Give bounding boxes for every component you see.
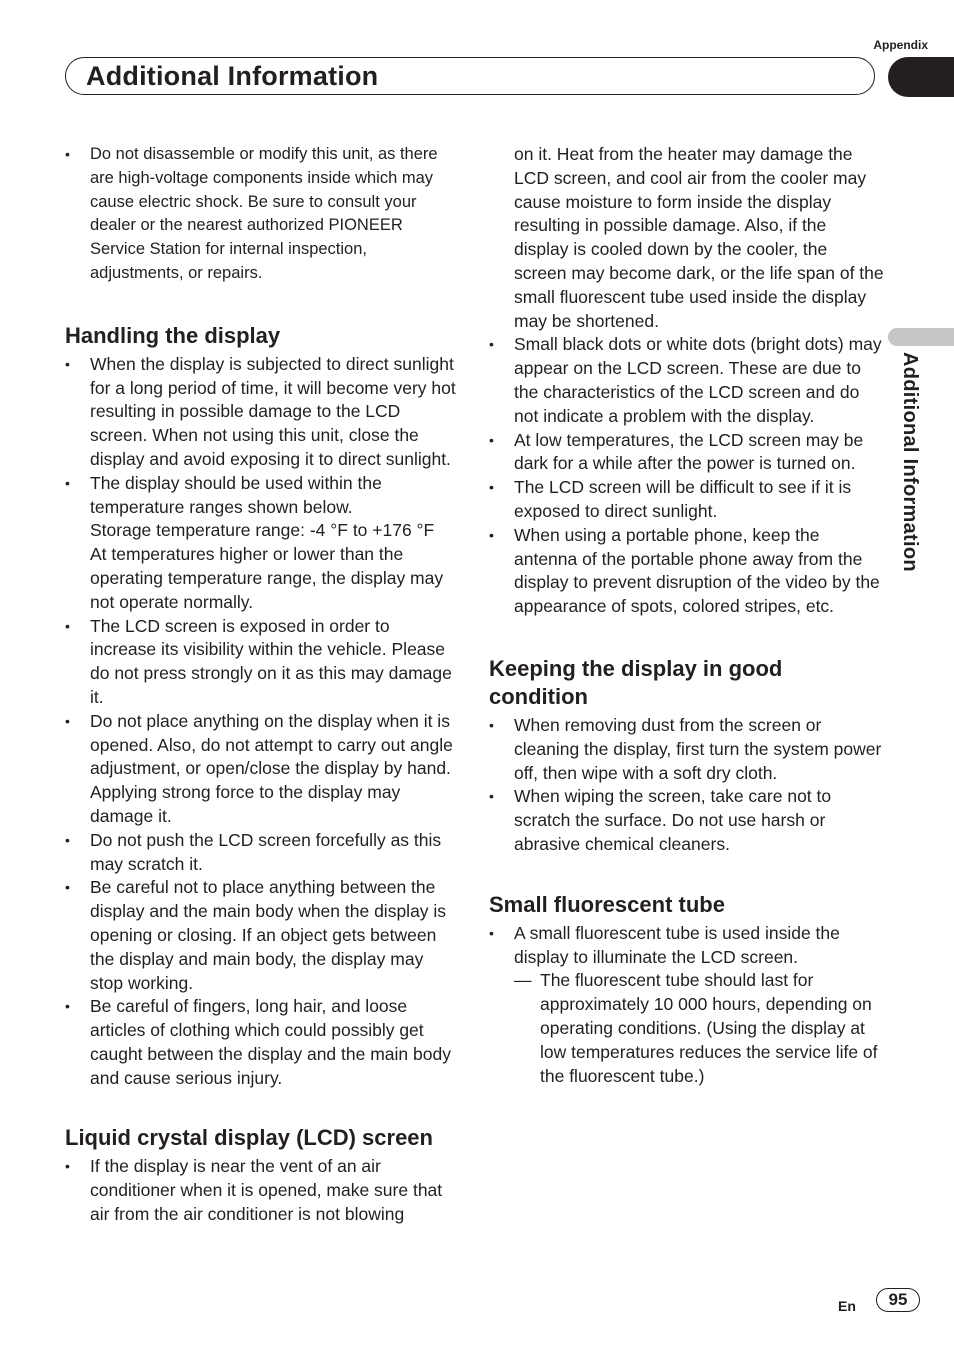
keeping-list [489, 714, 884, 857]
appendix-label: Appendix [873, 38, 928, 52]
language-code: En [838, 1298, 856, 1314]
heading-handling-display: Handling the display [65, 322, 281, 348]
side-section-label: Additional Information [899, 352, 921, 572]
list-item: • Be careful of fingers, long hair, and loose articles of clothing which could possibly get caught between the display and the main body and cause serious injury. [65, 996, 451, 1088]
list-item: • When the display is subjected to direct sunlight for a long period of time, it will become very hot resulting in possible damage to the LCD screen. When not using this unit, close the display and avoid exposing it to direct sunlight. [65, 353, 456, 469]
list-item: • At low temperatures, the LCD screen may be dark for a while after the power is turned on. [489, 429, 864, 474]
list-item: • When wiping the screen, take care not to scratch the surface. Do not use harsh or abrasive chemical cleaners. [489, 786, 832, 854]
storage-range-text: Storage temperature range: -4 °F to +176 °F [90, 520, 435, 541]
intro-list [65, 143, 460, 286]
list-item: • The display should be used within the temperature ranges shown below. Storage temperature range: -4 °F to +176 °F At temperatures higher or lower than the operating temperature range, the display may not operate normally. [65, 472, 460, 615]
right-column [489, 143, 884, 1088]
heading-fluorescent-tube: Small fluorescent tube [489, 891, 725, 917]
list-item: • Do not disassemble or modify this unit, as there are high-voltage components inside which may cause electric shock. Be sure to consult your dealer or the nearest authorized PIONEER Service Station for internal inspection, adjustments, or repairs. [65, 145, 438, 282]
section-tab-marker [888, 57, 954, 97]
handling-list [65, 353, 460, 1091]
list-item: • The LCD screen is exposed in order to increase its visibility within the vehicle. Please do not press strongly on it as this may damage it. [65, 615, 452, 707]
list-item: • Do not push the LCD screen forcefully as this may scratch it. [65, 829, 442, 874]
list-item: • Do not place anything on the display when it is opened. Also, do not attempt to carry out angle adjustment, or open/close the display by hand. Applying strong force to the display may damage it. [65, 710, 453, 826]
left-column [65, 143, 460, 1227]
list-item: • If the display is near the vent of an air conditioner when it is opened, make sure that air from the air conditioner is not blowing [65, 1156, 443, 1225]
list-item: • A small fluorescent tube is used inside the display to illuminate the LCD screen. — The fluorescent tube should last for approximately 10 000 hours, depending on operating conditions. (Using the display at low temperatures reduces the service life of the fluorescent tube.) [489, 922, 884, 1089]
side-tab-marker [888, 328, 954, 346]
heading-keeping-display: Keeping the display in good condition [489, 655, 783, 709]
list-item: • When removing dust from the screen or cleaning the display, first turn the system power off, then wipe with a soft dry cloth. [489, 714, 882, 783]
operating-range-note: At temperatures higher or lower than the operating temperature range, the display may not operate normally. [90, 544, 444, 612]
lcd-list [65, 1155, 460, 1226]
list-item: • The LCD screen will be difficult to see if it is exposed to direct sunlight. [489, 477, 852, 521]
list-item: • Small black dots or white dots (bright dots) may appear on the LCD screen. These are due to the characteristics of the LCD screen and do not indicate a problem with the display. [489, 334, 882, 426]
tube-list [489, 922, 884, 1089]
section-title: Additional Information [86, 61, 379, 91]
tube-sub-item: — The fluorescent tube should last for approximately 10 000 hours, depending on operating conditions. (Using the display at low temperatures reduces the service life of the fluorescent tube.) [514, 970, 878, 1086]
page-number: 95 [876, 1288, 920, 1312]
list-item: • When using a portable phone, keep the antenna of the portable phone away from the display to prevent disruption of the video by the appearance of spots, colored stripes, etc. [489, 524, 880, 617]
section-title-bar [65, 57, 875, 95]
lcd-continued-text: on it. Heat from the heater may damage the LCD screen, and cool air from the cooler may cause moisture to form inside the display resulting in possible damage. Also, if the display is cooled down by the cooler, the screen may become dark, or the life span of the small fluorescent tube used inside the display may be shortened. [514, 144, 884, 331]
list-item: • Be careful not to place anything between the display and the main body when the display is opening or closing. If an object gets between the display and main body, the display may stop working. [65, 877, 447, 993]
lcd-more-list [489, 333, 884, 619]
heading-lcd-screen: Liquid crystal display (LCD) screen [65, 1125, 433, 1151]
